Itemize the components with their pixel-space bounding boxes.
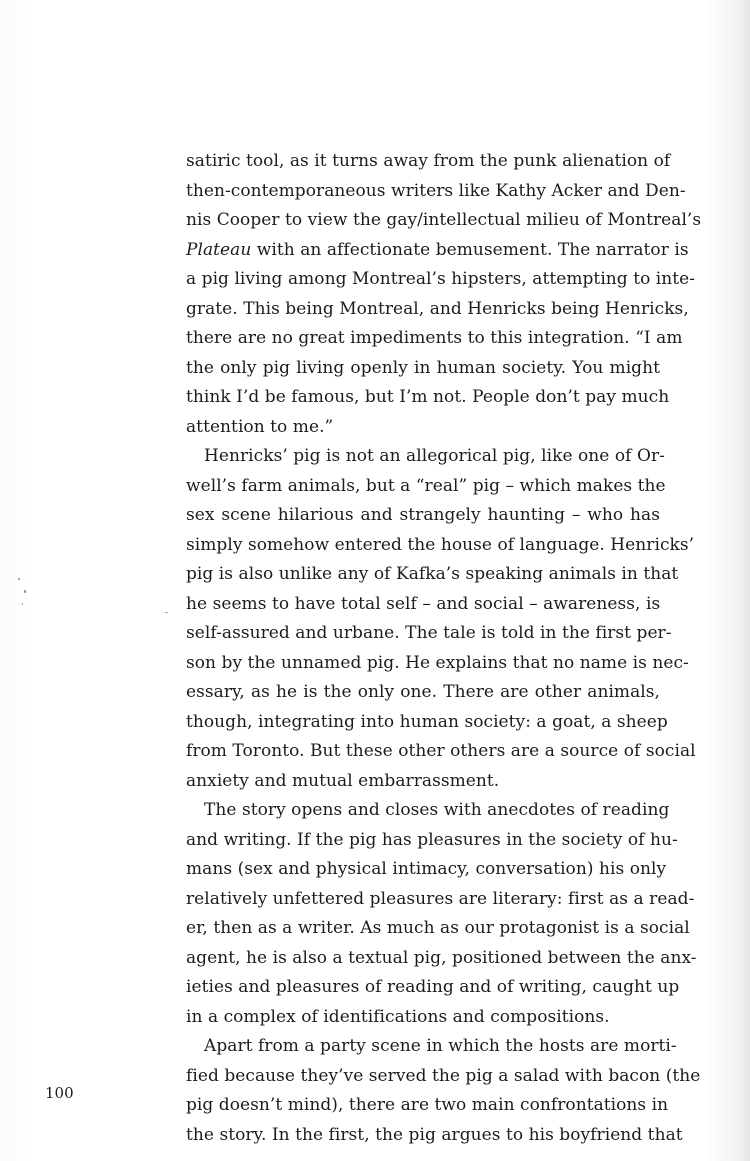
text-line: in a complex of identifications and compositions. bbox=[186, 1006, 610, 1027]
text-line: sex scene hilarious and strangely haunting – who has bbox=[186, 505, 660, 525]
scan-speck bbox=[22, 603, 23, 605]
scan-speck bbox=[18, 578, 20, 580]
text-line: pig doesn’t mind), there are two main confrontations in bbox=[186, 1095, 669, 1115]
text-line: mans (sex and physical intimacy, conversation) his only bbox=[186, 859, 667, 879]
text-line: simply somehow entered the house of language. Henricks’ bbox=[186, 534, 695, 555]
text-line: attention to me.” bbox=[186, 416, 334, 437]
text-line: there are no great impediments to this integration. “I am bbox=[186, 328, 683, 348]
italic-word: Plateau bbox=[186, 239, 252, 260]
text-line: satiric tool, as it turns away from the punk alienation of bbox=[186, 151, 671, 171]
text-line: self-assured and urbane. The tale is told in the first per- bbox=[186, 623, 672, 643]
text-line: son by the unnamed pig. He explains that no name is nec- bbox=[186, 652, 689, 673]
text-line: though, integrating into human society: a goat, a sheep bbox=[186, 711, 668, 732]
text-line: anxiety and mutual embarrassment. bbox=[186, 770, 500, 791]
text-line: agent, he is also a textual pig, positioned between the anx- bbox=[186, 947, 697, 968]
body-text bbox=[186, 147, 702, 1150]
text-line: nis Cooper to view the gay/intellectual milieu of Montreal’s bbox=[186, 210, 702, 230]
text-line: The story opens and closes with anecdotes of reading bbox=[204, 800, 670, 820]
scan-speck bbox=[24, 590, 26, 593]
page-number: 100 bbox=[45, 1084, 74, 1102]
italic-text-line: Plateau with an affectionate bemusement. The narrator is bbox=[186, 239, 689, 260]
text-line: fied because they’ve served the pig a salad with bacon (the bbox=[186, 1065, 701, 1086]
text-line: and writing. If the pig has pleasures in the society of hu- bbox=[186, 829, 678, 850]
text-line: he seems to have total self – and social – awareness, is bbox=[186, 593, 661, 614]
text-line: Apart from a party scene in which the hosts are morti- bbox=[204, 1036, 677, 1056]
text-line: grate. This being Montreal, and Henricks being Henricks, bbox=[186, 298, 689, 319]
text-line: relatively unfettered pleasures are literary: first as a read- bbox=[186, 888, 695, 909]
text-line: from Toronto. But these other others are a source of social bbox=[186, 741, 696, 761]
text-line: er, then as a writer. As much as our protagonist is a social bbox=[186, 918, 690, 938]
text-line: Henricks’ pig is not an allegorical pig, like one of Or- bbox=[204, 446, 665, 466]
text-line: think I’d be famous, but I’m not. People don’t pay much bbox=[186, 387, 670, 407]
text-line bbox=[186, 236, 689, 266]
text-line: essary, as he is the only one. There are other animals, bbox=[186, 682, 660, 702]
text-line: well’s farm animals, but a “real” pig – which makes the bbox=[186, 475, 666, 496]
text-line: ieties and pleasures of reading and of writing, caught up bbox=[186, 977, 680, 997]
scan-speck bbox=[165, 612, 168, 613]
text-line: the story. In the first, the pig argues to his boyfriend that bbox=[186, 1124, 683, 1145]
text-line: the only pig living openly in human society. You might bbox=[186, 357, 660, 378]
text-line: a pig living among Montreal’s hipsters, attempting to inte- bbox=[186, 269, 696, 289]
text-line: then-contemporaneous writers like Kathy Acker and Den- bbox=[186, 180, 686, 201]
text-line: pig is also unlike any of Kafka’s speaking animals in that bbox=[186, 564, 679, 584]
